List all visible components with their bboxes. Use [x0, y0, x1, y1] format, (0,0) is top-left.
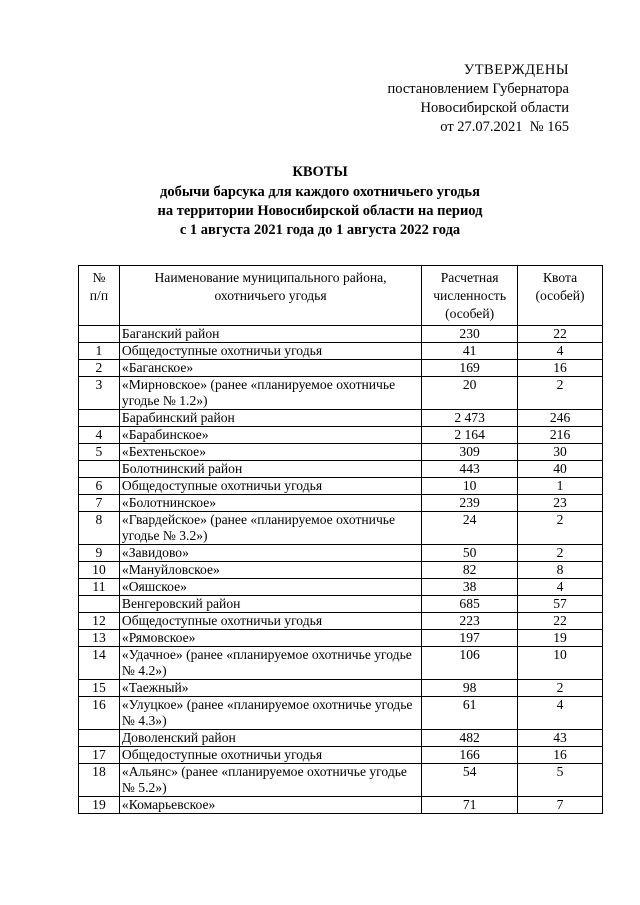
title-main: КВОТЫ [292, 164, 348, 180]
cell-name: «Баганское» [119, 360, 421, 377]
table-body [79, 326, 603, 814]
cell-population: 20 [422, 377, 518, 410]
table-row [79, 697, 603, 730]
cell-quota: 4 [518, 343, 603, 360]
cell-population: 685 [422, 596, 518, 613]
cell-population: 98 [422, 680, 518, 697]
cell-population: 230 [422, 326, 518, 343]
table-row [79, 545, 603, 562]
cell-number [79, 596, 120, 613]
cell-number: 5 [79, 444, 120, 461]
header-name: Наименование муниципального района, охотничьего угодья [119, 266, 421, 326]
cell-population: 443 [422, 461, 518, 478]
header-number: № п/п [79, 266, 120, 326]
table-row [79, 630, 603, 647]
cell-population: 61 [422, 697, 518, 730]
cell-name: «Болотнинское» [119, 495, 421, 512]
cell-quota: 246 [518, 410, 603, 427]
cell-quota: 40 [518, 461, 603, 478]
cell-population: 309 [422, 444, 518, 461]
cell-population: 50 [422, 545, 518, 562]
cell-population: 223 [422, 613, 518, 630]
cell-quota: 22 [518, 326, 603, 343]
cell-population: 482 [422, 730, 518, 747]
approval-authority: постановлением Губернатора [387, 81, 569, 97]
cell-name: Общедоступные охотничьи угодья [119, 747, 421, 764]
table-row [79, 647, 603, 680]
cell-quota: 23 [518, 495, 603, 512]
table-row [79, 461, 603, 478]
table-row [79, 613, 603, 630]
cell-quota: 16 [518, 360, 603, 377]
cell-number: 19 [79, 797, 120, 814]
table-row [79, 427, 603, 444]
cell-name: «Рямовское» [119, 630, 421, 647]
cell-name: Болотнинский район [119, 461, 421, 478]
quota-table [78, 265, 603, 814]
cell-number: 4 [79, 427, 120, 444]
cell-quota: 2 [518, 680, 603, 697]
cell-population: 2 164 [422, 427, 518, 444]
cell-number: 14 [79, 647, 120, 680]
cell-number: 18 [79, 764, 120, 797]
cell-quota: 30 [518, 444, 603, 461]
cell-name: Доволенский район [119, 730, 421, 747]
cell-name: «Альянс» (ранее «планируемое охотничье угодье № 5.2») [119, 764, 421, 797]
cell-number: 8 [79, 512, 120, 545]
cell-population: 106 [422, 647, 518, 680]
approval-stamp [387, 61, 569, 137]
table-row [79, 512, 603, 545]
cell-population: 169 [422, 360, 518, 377]
cell-name: «Барабинское» [119, 427, 421, 444]
cell-quota: 16 [518, 747, 603, 764]
table-row [79, 326, 603, 343]
approval-date: от 27.07.2021 № 165 [440, 119, 569, 135]
table-row [79, 444, 603, 461]
cell-name: Общедоступные охотничьи угодья [119, 613, 421, 630]
cell-number [79, 326, 120, 343]
cell-population: 24 [422, 512, 518, 545]
table-row [79, 495, 603, 512]
cell-number: 17 [79, 747, 120, 764]
table-row [79, 764, 603, 797]
cell-quota: 4 [518, 579, 603, 596]
cell-population: 71 [422, 797, 518, 814]
cell-quota: 8 [518, 562, 603, 579]
header-quota: Квота (особей) [518, 266, 603, 326]
table-row [79, 360, 603, 377]
cell-number: 1 [79, 343, 120, 360]
cell-quota: 2 [518, 545, 603, 562]
approval-heading: УТВЕРЖДЕНЫ [463, 62, 569, 78]
cell-number: 16 [79, 697, 120, 730]
cell-number: 7 [79, 495, 120, 512]
cell-quota: 43 [518, 730, 603, 747]
cell-name: Баганский район [119, 326, 421, 343]
cell-name: «Удачное» (ранее «планируемое охотничье угодье № 4.2») [119, 647, 421, 680]
table-row [79, 343, 603, 360]
table-row [79, 562, 603, 579]
cell-population: 82 [422, 562, 518, 579]
cell-name: Общедоступные охотничьи угодья [119, 478, 421, 495]
cell-quota: 216 [518, 427, 603, 444]
cell-quota: 22 [518, 613, 603, 630]
cell-quota: 10 [518, 647, 603, 680]
cell-population: 239 [422, 495, 518, 512]
table-row [79, 797, 603, 814]
cell-quota: 7 [518, 797, 603, 814]
cell-population: 166 [422, 747, 518, 764]
cell-name: «Мануйловское» [119, 562, 421, 579]
cell-quota: 5 [518, 764, 603, 797]
cell-name: Венгеровский район [119, 596, 421, 613]
cell-number: 6 [79, 478, 120, 495]
cell-number: 11 [79, 579, 120, 596]
table-row [79, 730, 603, 747]
cell-name: «Бехтеньское» [119, 444, 421, 461]
table-row [79, 579, 603, 596]
table-row [79, 478, 603, 495]
cell-name: Общедоступные охотничьи угодья [119, 343, 421, 360]
cell-population: 2 473 [422, 410, 518, 427]
cell-number: 3 [79, 377, 120, 410]
cell-population: 41 [422, 343, 518, 360]
cell-name: Барабинский район [119, 410, 421, 427]
table-row [79, 747, 603, 764]
cell-number: 2 [79, 360, 120, 377]
cell-population: 54 [422, 764, 518, 797]
header-population: Расчетная численность (особей) [422, 266, 518, 326]
cell-number: 9 [79, 545, 120, 562]
cell-name: «Завидово» [119, 545, 421, 562]
cell-name: «Таежный» [119, 680, 421, 697]
cell-number: 13 [79, 630, 120, 647]
title-line-3: на территории Новосибирской области на период [157, 203, 483, 219]
cell-number [79, 410, 120, 427]
cell-number: 15 [79, 680, 120, 697]
cell-number: 10 [79, 562, 120, 579]
table-row [79, 680, 603, 697]
cell-quota: 2 [518, 377, 603, 410]
table-row [79, 596, 603, 613]
cell-quota: 57 [518, 596, 603, 613]
document-title [0, 163, 640, 240]
table-row [79, 410, 603, 427]
cell-population: 197 [422, 630, 518, 647]
cell-name: «Комарьевское» [119, 797, 421, 814]
cell-population: 38 [422, 579, 518, 596]
cell-number [79, 461, 120, 478]
cell-name: «Мирновское» (ранее «планируемое охотничье угодье № 1.2») [119, 377, 421, 410]
cell-quota: 1 [518, 478, 603, 495]
cell-name: «Гвардейское» (ранее «планируемое охотничье угодье № 3.2») [119, 512, 421, 545]
cell-name: «Ояшское» [119, 579, 421, 596]
table-header-row [79, 266, 603, 326]
table-row [79, 377, 603, 410]
cell-quota: 4 [518, 697, 603, 730]
cell-number: 12 [79, 613, 120, 630]
cell-number [79, 730, 120, 747]
title-line-2: добычи барсука для каждого охотничьего угодья [160, 184, 480, 200]
approval-region: Новосибирской области [420, 100, 569, 116]
cell-name: «Улуцкое» (ранее «планируемое охотничье угодье № 4.3») [119, 697, 421, 730]
cell-population: 10 [422, 478, 518, 495]
cell-quota: 19 [518, 630, 603, 647]
cell-quota: 2 [518, 512, 603, 545]
title-line-4: с 1 августа 2021 года до 1 августа 2022 года [179, 222, 461, 238]
